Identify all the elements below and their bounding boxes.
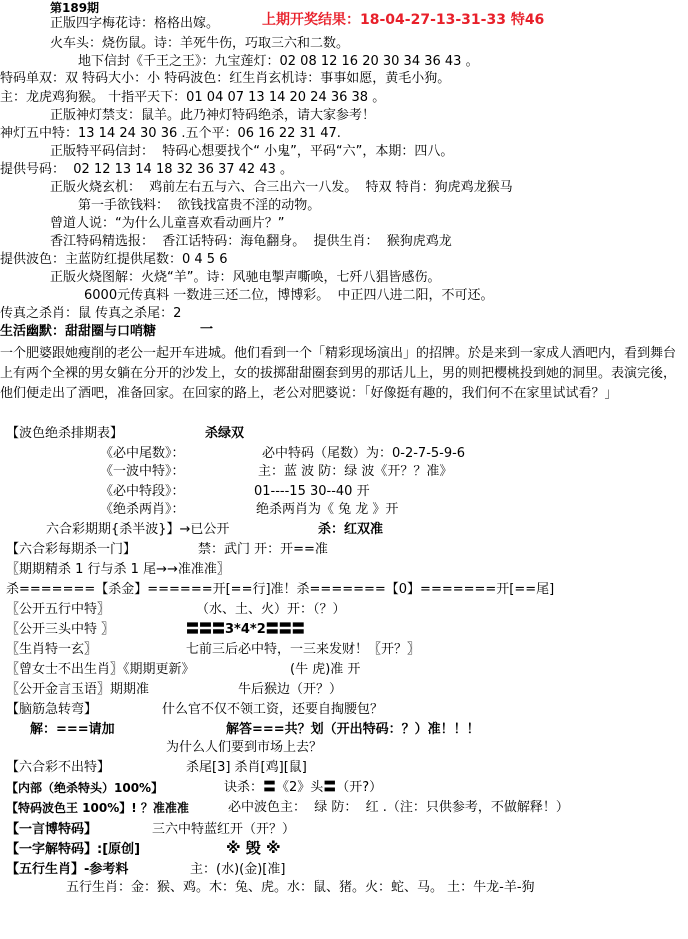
golden-words-label: 〖公开金言玉语〗期期准 <box>6 682 150 697</box>
kill-two-value: 绝杀两肖为《 兔 龙 》开 <box>256 502 399 517</box>
line-fax-material: 6000元传真料 一数进三还二位，博博彩。 中正四八进二阳，不可还。 <box>84 288 494 303</box>
internal-kill-value: 诀杀：〓《2》头〓（开?） <box>224 780 383 795</box>
riddle-answer-left: 解：===请加 <box>30 722 115 737</box>
wave-kill-value: 杀绿双 <box>205 426 245 441</box>
issue-number: 第189期 <box>50 1 100 15</box>
line-wave-color: 提供波色：主蓝防红提供尾数：0 4 5 6 <box>0 252 228 267</box>
riddle-question-2: 为什么人们要到市场上去？ <box>166 740 323 755</box>
line-fire-diagram: 正版火烧图解：火烧“羊”。诗：风驰电掣声嘶唤，七歼八猖皆感伤。 <box>50 270 441 285</box>
one-word-bet-value: 三六中特蓝红开（开？） <box>152 822 296 837</box>
golden-words-value: 牛后猴边（开？） <box>238 682 343 697</box>
line-lamp-five: 神灯五中特：13 14 24 30 36 .五个平：06 16 22 31 47. <box>0 126 341 141</box>
no-special-label: 【六合彩不出特】 <box>6 760 111 775</box>
five-element-value: （水、土、火）开：（？） <box>196 602 346 617</box>
five-element-label: 〖公开五行中特〗 <box>6 602 111 617</box>
ms-zeng-label: 〖曾女士不出生肖〗《期期更新》 <box>6 662 195 677</box>
last-result-banner: 上期开奖结果：18-04-27-13-31-33 特46 <box>262 12 545 28</box>
three-head-value: 〓〓〓3*4*2〓〓〓 <box>186 622 305 637</box>
riddle-answer-right: 解答===共？划（开出特码：？）准！！！ <box>226 722 480 737</box>
must-tail-label: 《必中尾数》： <box>100 446 185 461</box>
line-main-zodiac: 主：龙虎鸡狗猴。 十指平天下：01 04 07 13 14 20 24 36 38 。 <box>0 90 386 105</box>
no-special-value: 杀尾[3] 杀肖[鸡][鼠] <box>186 760 307 775</box>
line-offered-numbers: 提供号码： 02 12 13 14 18 32 36 37 42 43 。 <box>0 162 294 177</box>
wave-kill-schedule-title: 【波色绝杀排期表】 <box>6 426 124 441</box>
line-flat-envelope: 正版特平码信封： 特码心想要找个“ 小鬼”，平码“六”，本期：四八。 <box>50 144 454 159</box>
line-plum-poem: 正版四字梅花诗：格格出嫁。 <box>50 16 220 31</box>
kill-one-door-label: 【六合彩每期杀一门】 <box>6 542 137 557</box>
zodiac-mystery-value: 七前三后必中特，一三来发财！〖开？〗 <box>186 642 421 657</box>
humor-mark: 一 <box>200 322 214 337</box>
line-train-head: 火车头：烧伤鼠。诗：羊死牛伤，巧取三六和二数。 <box>50 36 350 51</box>
three-head-label: 〖公开三头中特 〗 <box>6 622 115 637</box>
half-wave-value: 杀：红双准 <box>318 522 384 537</box>
kill-row-tail-title: 〖期期精杀 1 行与杀 1 尾→→准准准〗 <box>6 562 230 577</box>
kill-gold-line: 杀=======【杀金】======开[==行]准！杀=======【0】=======开[==尾] <box>6 582 555 597</box>
one-wave-value: 主：蓝 波 防：绿 波《开？？准》 <box>258 464 453 479</box>
wave-king-value: 必中波色主： 绿 防： 红 .（注：只供参考，不做解释！） <box>228 800 569 815</box>
ms-zeng-value: (牛 虎)准 开 <box>290 662 361 677</box>
one-char-value: ※ 毁 ※ <box>226 839 281 857</box>
one-char-label: 【一字解特码】:[原创] <box>6 842 141 857</box>
riddle-question: 什么官不仅不领工资，还要自掏腰包？ <box>162 702 384 717</box>
humor-story: 一个肥婆跟她瘦削的老公一起开车进城。他们看到一个「精彩现场演出」的招牌。於是来到一家成人酒吧内，看到舞台上有两个全裸的男女躺在分开的沙发上，女的拔掷甜甜圈套到男的那话儿上，男的则把樱桃投到她的洞里。表演完後，他们便走出了酒吧，准备回家。在回家的路上，老公对肥婆说：「好像挺有趣的，我们何不在家里试试看？」 <box>0 346 677 401</box>
must-segment-label: 《必中特段》： <box>100 484 185 499</box>
riddle-label: 【脑筋急转弯】 <box>6 702 98 717</box>
five-zodiac-main: 主：(水)(金)[准] <box>190 862 286 877</box>
internal-kill-label: 【内部（绝杀特头）100%】 <box>6 781 164 795</box>
must-tail-value: 必中特码（尾数）为：0-2-7-5-9-6 <box>262 446 466 461</box>
line-hongkong-select: 香江特码精选报： 香江话特码：海龟翻身。 提供生肖： 猴狗虎鸡龙 <box>50 234 452 249</box>
half-wave-label: 六合彩期期{杀半波}】→已公开 <box>46 522 230 537</box>
line-underground-envelope: 地下信封《千王之王》：九宝莲灯：02 08 12 16 20 30 34 36 43 。 <box>78 54 479 69</box>
line-taoist-says: 曾道人说：“为什么儿童喜欢看动画片？” <box>50 216 285 231</box>
one-word-bet-label: 【一言博特码】 <box>6 822 98 837</box>
line-fire-mystery: 正版火烧玄机： 鸡前左右五与六、合三出六一八发。 特双 特肖：狗虎鸡龙猴马 <box>50 180 513 195</box>
kill-one-door-value: 禁：武门 开：开==准 <box>198 542 328 557</box>
one-wave-label: 《一波中特》： <box>100 464 185 479</box>
five-zodiac-list: 五行生肖：金：猴、鸡。木：兔、虎。水：鼠、猪。火：蛇、马。 土：牛龙-羊-狗 <box>66 880 535 895</box>
zodiac-mystery-label: 〖生肖特一玄〗 <box>6 642 98 657</box>
line-special-odd-even: 特码单双：双 特码大小：小 特码波色：红生肖玄机诗：事事如愿，黄毛小狗。 <box>0 71 451 86</box>
line-fax-kill: 传真之杀肖：鼠 传真之杀尾：2 <box>0 306 182 321</box>
must-segment-value: 01----15 30--40 开 <box>254 484 370 499</box>
five-zodiac-label: 【五行生肖】-参考料 <box>6 862 129 877</box>
kill-two-label: 《绝杀两肖》： <box>100 502 185 517</box>
line-first-hand: 第一手欲钱料： 欲钱找富贵不淫的动物。 <box>78 198 321 213</box>
line-lamp-ban: 正版神灯禁支：鼠羊。此乃神灯特码绝杀，请大家参考！ <box>50 108 376 123</box>
line-humor-title: 生活幽默：甜甜圈与口哨糖 <box>0 324 157 339</box>
wave-king-label: 【特码波色王 100%】! ？准准准 <box>6 801 189 815</box>
